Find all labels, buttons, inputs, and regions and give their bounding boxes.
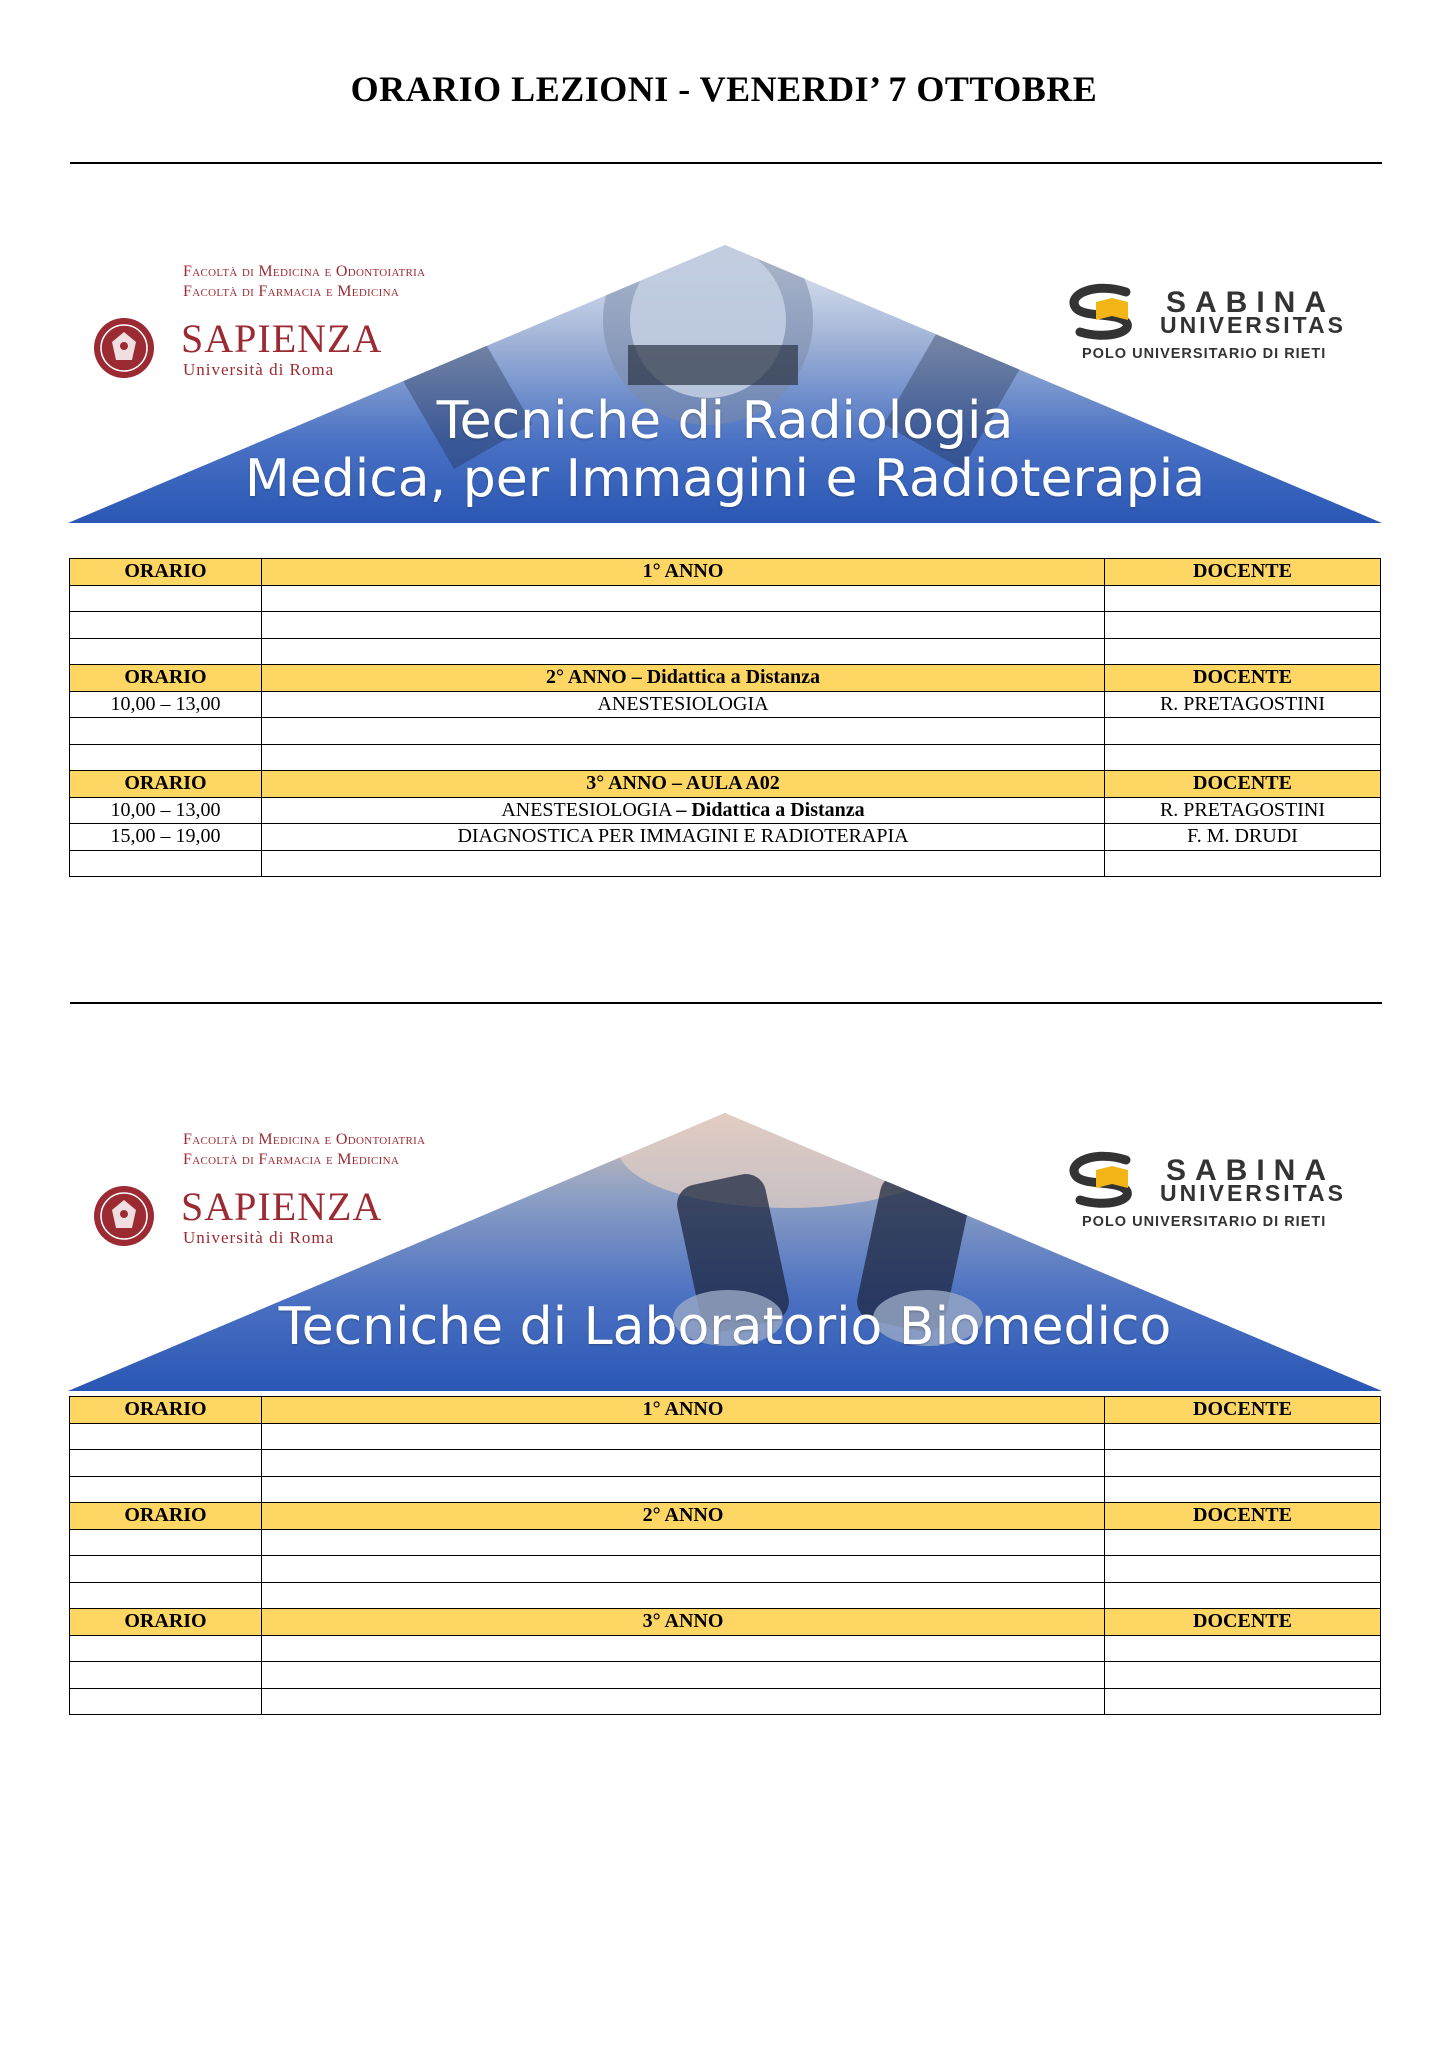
table-row (70, 744, 1381, 771)
cell-materia (262, 585, 1105, 612)
cell-materia (262, 797, 1105, 824)
cell-orario (70, 1476, 262, 1503)
table-header-row (70, 559, 1381, 586)
cell-docente (1105, 1423, 1381, 1450)
cell-docente (1105, 850, 1381, 877)
sapienza-seal-icon (92, 1176, 156, 1254)
cell-materia (262, 1423, 1105, 1450)
cell-orario (70, 1662, 262, 1689)
radiology-banner (68, 240, 1382, 525)
banner-title-line-1: Tecniche di Laboratorio Biomedico (278, 1297, 1172, 1357)
cell-orario (70, 1423, 262, 1450)
cell-docente: F. M. DRUDI (1105, 824, 1381, 851)
sapienza-subtitle: Università di Roma (183, 1228, 335, 1247)
cell-docente (1105, 612, 1381, 639)
table-row (70, 824, 1381, 851)
cell-docente (1105, 744, 1381, 771)
cell-orario (70, 718, 262, 745)
header-docente: DOCENTE (1105, 771, 1381, 798)
cell-orario: 15,00 – 19,00 (70, 824, 262, 851)
banner-title-line-1: Tecniche di Radiologia (436, 391, 1014, 451)
header-orario: ORARIO (70, 1397, 262, 1424)
cell-docente (1105, 1688, 1381, 1715)
table-row (70, 1556, 1381, 1583)
cell-docente (1105, 718, 1381, 745)
cell-orario (70, 612, 262, 639)
polo-rieti-text: POLO UNIVERSITARIO DI RIETI (1082, 346, 1327, 362)
cell-materia (262, 1662, 1105, 1689)
header-orario: ORARIO (70, 1503, 262, 1530)
section-divider (70, 1002, 1382, 1004)
table-row (70, 797, 1381, 824)
header-orario: ORARIO (70, 771, 262, 798)
cell-materia: DIAGNOSTICA PER IMMAGINI E RADIOTERAPIA (262, 824, 1105, 851)
faculty-line-2: Facoltà di Farmacia e Medicina (183, 283, 400, 300)
radiology-schedule-table (69, 558, 1381, 877)
faculty-text (183, 262, 425, 302)
faculty-text (183, 1130, 425, 1170)
polo-rieti-text: POLO UNIVERSITARIO DI RIETI (1082, 1214, 1327, 1230)
cell-materia (262, 1529, 1105, 1556)
table-row (70, 1662, 1381, 1689)
cell-docente (1105, 1582, 1381, 1609)
cell-materia (262, 612, 1105, 639)
sapienza-logo-text: SAPIENZA (181, 1184, 383, 1229)
faculty-line-1: Facoltà di Medicina e Odontoiatria (183, 1131, 426, 1148)
materia-name: ANESTESIOLOGIA (501, 798, 677, 821)
faculty-line-2: Facoltà di Farmacia e Medicina (183, 1151, 400, 1168)
cell-orario (70, 1582, 262, 1609)
header-docente: DOCENTE (1105, 665, 1381, 692)
header-orario: ORARIO (70, 665, 262, 692)
cell-materia (262, 1688, 1105, 1715)
cell-materia (262, 1556, 1105, 1583)
cell-orario (70, 1635, 262, 1662)
cell-docente: R. PRETAGOSTINI (1105, 797, 1381, 824)
table-header-row (70, 665, 1381, 692)
cell-docente (1105, 1556, 1381, 1583)
cell-orario (70, 744, 262, 771)
cell-docente (1105, 1635, 1381, 1662)
table-row (70, 638, 1381, 665)
table-row (70, 585, 1381, 612)
table-row (70, 1529, 1381, 1556)
cell-materia (262, 1635, 1105, 1662)
table-header-row (70, 771, 1381, 798)
table-row (70, 1635, 1381, 1662)
universitas-logo-text: UNIVERSITAS (1160, 312, 1346, 338)
cell-materia (262, 744, 1105, 771)
header-docente: DOCENTE (1105, 1609, 1381, 1636)
cell-orario (70, 585, 262, 612)
cell-materia (262, 1476, 1105, 1503)
table-row (70, 1476, 1381, 1503)
cell-materia (262, 1582, 1105, 1609)
cell-orario (70, 1688, 262, 1715)
table-row (70, 850, 1381, 877)
header-orario: ORARIO (70, 559, 262, 586)
cell-materia: ANESTESIOLOGIA (262, 691, 1105, 718)
cell-docente (1105, 585, 1381, 612)
sapienza-logo-text: SAPIENZA (181, 316, 383, 361)
header-anno: 3° ANNO (262, 1609, 1105, 1636)
cell-orario (70, 850, 262, 877)
header-anno: 2° ANNO (262, 1503, 1105, 1530)
cell-materia (262, 850, 1105, 877)
sapienza-seal-icon (92, 308, 156, 386)
cell-orario: 10,00 – 13,00 (70, 797, 262, 824)
universitas-logo-text: UNIVERSITAS (1160, 1180, 1346, 1206)
table-row (70, 1582, 1381, 1609)
table-row (70, 1450, 1381, 1477)
cell-orario (70, 1529, 262, 1556)
table-row (70, 1423, 1381, 1450)
table-row (70, 691, 1381, 718)
page-title: ORARIO LEZIONI - VENERDI’ 7 OTTOBRE (350, 69, 1098, 109)
cell-materia (262, 1450, 1105, 1477)
banner-title-line-2: Medica, per Immagini e Radioterapia (244, 449, 1206, 509)
sabina-logo-text: SABINA (1166, 1154, 1336, 1187)
cell-docente (1105, 1476, 1381, 1503)
header-anno: 1° ANNO (262, 559, 1105, 586)
table-row (70, 1688, 1381, 1715)
header-docente: DOCENTE (1105, 1503, 1381, 1530)
table-header-row (70, 1397, 1381, 1424)
table-header-row (70, 1503, 1381, 1530)
cell-orario (70, 1450, 262, 1477)
header-anno: 3° ANNO – AULA A02 (262, 771, 1105, 798)
cell-orario: 10,00 – 13,00 (70, 691, 262, 718)
cell-materia (262, 638, 1105, 665)
materia-modality: – Didattica a Distanza (676, 798, 865, 821)
banner-title (68, 1298, 1382, 1356)
table-header-row (70, 1609, 1381, 1636)
header-docente: DOCENTE (1105, 1397, 1381, 1424)
banner-title (68, 392, 1382, 508)
header-anno: 1° ANNO (262, 1397, 1105, 1424)
table-row (70, 718, 1381, 745)
table-row (70, 612, 1381, 639)
cell-docente: R. PRETAGOSTINI (1105, 691, 1381, 718)
laboratory-banner (68, 1108, 1382, 1393)
sabina-logo-icon (1066, 282, 1162, 342)
cell-materia (262, 718, 1105, 745)
header-anno: 2° ANNO – Didattica a Distanza (262, 665, 1105, 692)
sapienza-subtitle: Università di Roma (183, 360, 335, 379)
sabina-logo-icon (1066, 1150, 1162, 1210)
faculty-line-1: Facoltà di Medicina e Odontoiatria (183, 263, 426, 280)
cell-orario (70, 1556, 262, 1583)
header-orario: ORARIO (70, 1609, 262, 1636)
header-docente: DOCENTE (1105, 559, 1381, 586)
sabina-logo-text: SABINA (1166, 286, 1336, 319)
cell-orario (70, 638, 262, 665)
cell-docente (1105, 1662, 1381, 1689)
cell-docente (1105, 1529, 1381, 1556)
title-divider (70, 162, 1382, 164)
cell-docente (1105, 638, 1381, 665)
cell-docente (1105, 1450, 1381, 1477)
laboratory-schedule-table (69, 1396, 1381, 1715)
